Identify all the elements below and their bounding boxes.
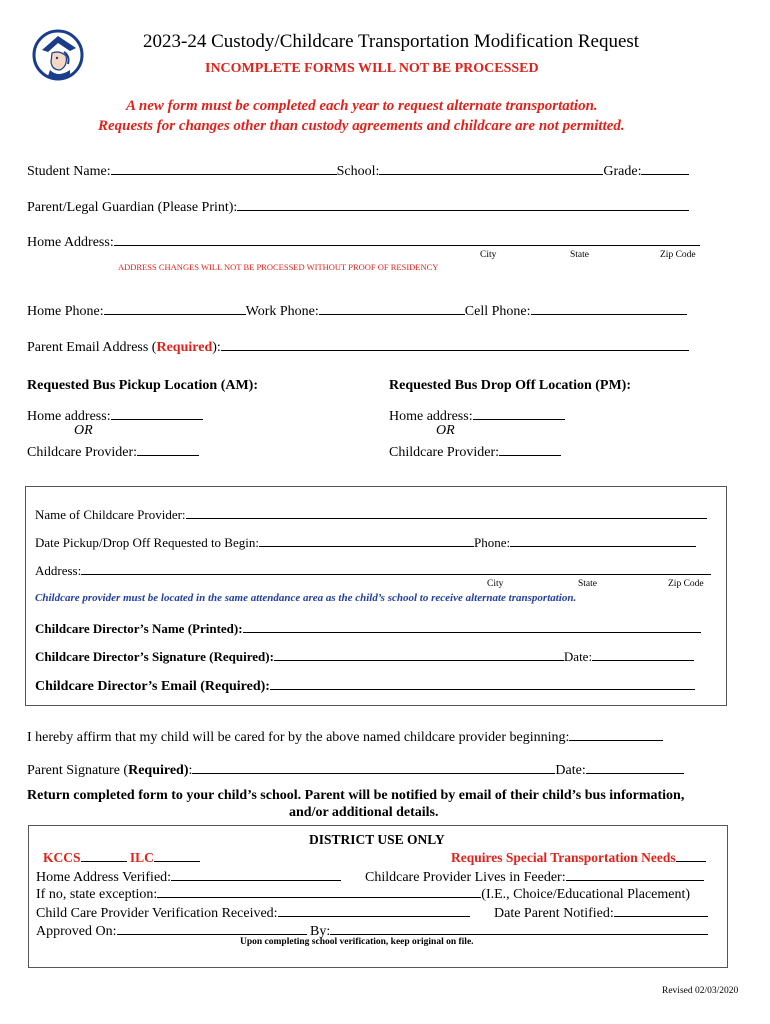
provider-phone-field[interactable] [510, 533, 696, 547]
approved-on-label: Approved On: [36, 924, 117, 939]
date-notified-label: Date Parent Notified: [494, 906, 614, 921]
guardian-field[interactable] [237, 196, 689, 211]
provider-name-field[interactable] [186, 505, 707, 519]
state-caption: State [570, 250, 589, 260]
cell-phone-label: Cell Phone: [464, 304, 531, 319]
phone-row [27, 300, 687, 320]
attendance-area-note: Childcare provider must be located in the same attendance area as the child’s school to receive alternate transportation. [35, 592, 577, 604]
director-email-field[interactable] [270, 675, 695, 690]
guardian-row [27, 196, 689, 216]
am-childcare-field[interactable] [137, 441, 199, 456]
feeder-label: Childcare Provider Lives in Feeder: [365, 870, 566, 885]
verification-footer-note: Upon completing school verification, keep original on file. [240, 937, 474, 947]
approved-by-label: By: [310, 924, 331, 939]
director-signature-row [35, 647, 694, 665]
home-phone-field[interactable] [104, 300, 246, 315]
incomplete-warning: INCOMPLETE FORMS WILL NOT BE PROCESSED [205, 61, 539, 76]
affirm-row [27, 726, 663, 746]
provider-phone-label: Phone: [473, 535, 511, 550]
am-childcare-row [27, 441, 199, 461]
am-pickup-title: Requested Bus Pickup Location (AM): [27, 378, 259, 393]
email-row [27, 336, 689, 356]
director-name-field[interactable] [243, 619, 701, 633]
home-address-row [27, 231, 700, 251]
email-field[interactable] [221, 336, 689, 351]
provider-address-label: Address: [35, 563, 82, 578]
date-begin-label: Date Pickup/Drop Off Requested to Begin: [35, 535, 259, 550]
director-email-row [35, 675, 695, 695]
provider-zip-caption: Zip Code [668, 579, 704, 589]
special-needs-row [451, 849, 706, 866]
pm-dropoff-title: Requested Bus Drop Off Location (PM): [389, 378, 632, 393]
provider-state-caption: State [578, 579, 597, 589]
provider-verified-label: Child Care Provider Verification Received: [36, 906, 278, 921]
pm-childcare-field[interactable] [499, 441, 561, 456]
am-home-address-row [27, 405, 203, 425]
exception-field[interactable] [157, 883, 481, 898]
special-needs-field[interactable] [676, 849, 706, 862]
provider-verified-field[interactable] [278, 902, 470, 917]
pm-home-address-label: Home address: [389, 409, 473, 424]
email-label-end: ): [212, 340, 221, 355]
home-address-field[interactable] [114, 231, 700, 246]
approved-by-field[interactable] [330, 920, 708, 935]
am-childcare-label: Childcare Provider: [27, 445, 138, 460]
pm-childcare-label: Childcare Provider: [389, 445, 500, 460]
cell-phone-field[interactable] [531, 300, 687, 315]
student-info-row [27, 160, 689, 180]
grade-field[interactable] [641, 160, 689, 175]
parent-signature-row [27, 759, 684, 779]
school-codes-row [43, 849, 200, 866]
provider-verified-row [36, 902, 470, 922]
school-field[interactable] [379, 160, 603, 175]
special-needs-label: Requires Special Transportation Needs [451, 850, 676, 865]
feeder-field[interactable] [566, 866, 704, 881]
provider-address-field[interactable] [81, 561, 711, 575]
district-title: DISTRICT USE ONLY [309, 832, 445, 847]
pm-childcare-row [389, 441, 561, 461]
am-home-address-field[interactable] [111, 405, 203, 420]
pm-home-address-field[interactable] [473, 405, 565, 420]
work-phone-field[interactable] [319, 300, 465, 315]
guardian-label: Parent/Legal Guardian (Please Print): [27, 200, 238, 215]
kccs-field[interactable] [81, 849, 127, 862]
provider-city-caption: City [487, 579, 504, 589]
am-home-address-label: Home address: [27, 409, 111, 424]
director-date-field[interactable] [592, 647, 694, 661]
parent-signature-required: Required) [128, 763, 189, 778]
director-signature-label: Childcare Director’s Signature (Required): [35, 649, 274, 664]
email-required-label: Required [156, 340, 213, 355]
notice-line-1: A new form must be completed each year to request alternate transportation. [126, 98, 598, 114]
ilc-field[interactable] [154, 849, 200, 862]
exception-example: (I.E., Choice/Educational Placement) [481, 887, 691, 902]
provider-name-row [35, 505, 707, 523]
date-begin-row [35, 533, 696, 551]
parent-date-label: Date: [555, 763, 586, 778]
exception-row [36, 883, 690, 903]
address-change-note: ADDRESS CHANGES WILL NOT BE PROCESSED WITHOUT PROOF OF RESIDENCY [118, 262, 439, 272]
pm-home-address-row [389, 405, 565, 425]
affirm-date-field[interactable] [569, 726, 663, 741]
affirm-text: I hereby affirm that my child will be cared for by the above named childcare provider beginning: [27, 730, 570, 745]
patriot-mascot-logo [30, 26, 86, 84]
director-name-row [35, 619, 701, 637]
parent-signature-label: Parent Signature ( [27, 763, 129, 778]
date-notified-row [494, 902, 708, 922]
zip-caption: Zip Code [660, 250, 696, 260]
notice-line-2: Requests for changes other than custody agreements and childcare are not permitted. [98, 118, 625, 134]
school-label: School: [336, 164, 380, 179]
return-line-1: Return completed form to your child’s school. Parent will be notified by email of their child’s bus information, [27, 788, 685, 803]
director-date-label: Date: [563, 649, 593, 664]
city-caption: City [480, 250, 497, 260]
approved-on-field[interactable] [117, 920, 307, 935]
revision-date: Revised 02/03/2020 [662, 986, 739, 996]
student-name-field[interactable] [111, 160, 337, 175]
home-address-label: Home Address: [27, 235, 114, 250]
parent-signature-colon: : [188, 763, 193, 778]
home-verified-label: Home Address Verified: [36, 870, 172, 885]
pm-or-label: OR [436, 423, 455, 438]
am-or-label: OR [74, 423, 93, 438]
provider-name-label: Name of Childcare Provider: [35, 507, 186, 522]
parent-date-field[interactable] [586, 759, 684, 774]
kccs-label: KCCS [43, 850, 81, 865]
date-notified-field[interactable] [614, 902, 708, 917]
home-verified-field[interactable] [171, 866, 341, 881]
student-name-label: Student Name: [27, 164, 111, 179]
parent-signature-field[interactable] [192, 759, 555, 774]
home-phone-label: Home Phone: [27, 304, 104, 319]
provider-address-row [35, 561, 711, 579]
director-signature-field[interactable] [274, 647, 564, 661]
exception-label: If no, state exception: [36, 887, 158, 902]
date-begin-field[interactable] [259, 533, 474, 547]
grade-label: Grade: [603, 164, 642, 179]
work-phone-label: Work Phone: [245, 304, 319, 319]
email-label: Parent Email Address ( [27, 340, 157, 355]
form-title: 2023-24 Custody/Childcare Transportation Modification Request [143, 31, 640, 52]
director-email-label: Childcare Director’s Email (Required): [35, 679, 270, 694]
director-name-label: Childcare Director’s Name (Printed): [35, 621, 243, 636]
ilc-label: ILC [129, 850, 154, 865]
return-line-2: and/or additional details. [289, 805, 439, 820]
